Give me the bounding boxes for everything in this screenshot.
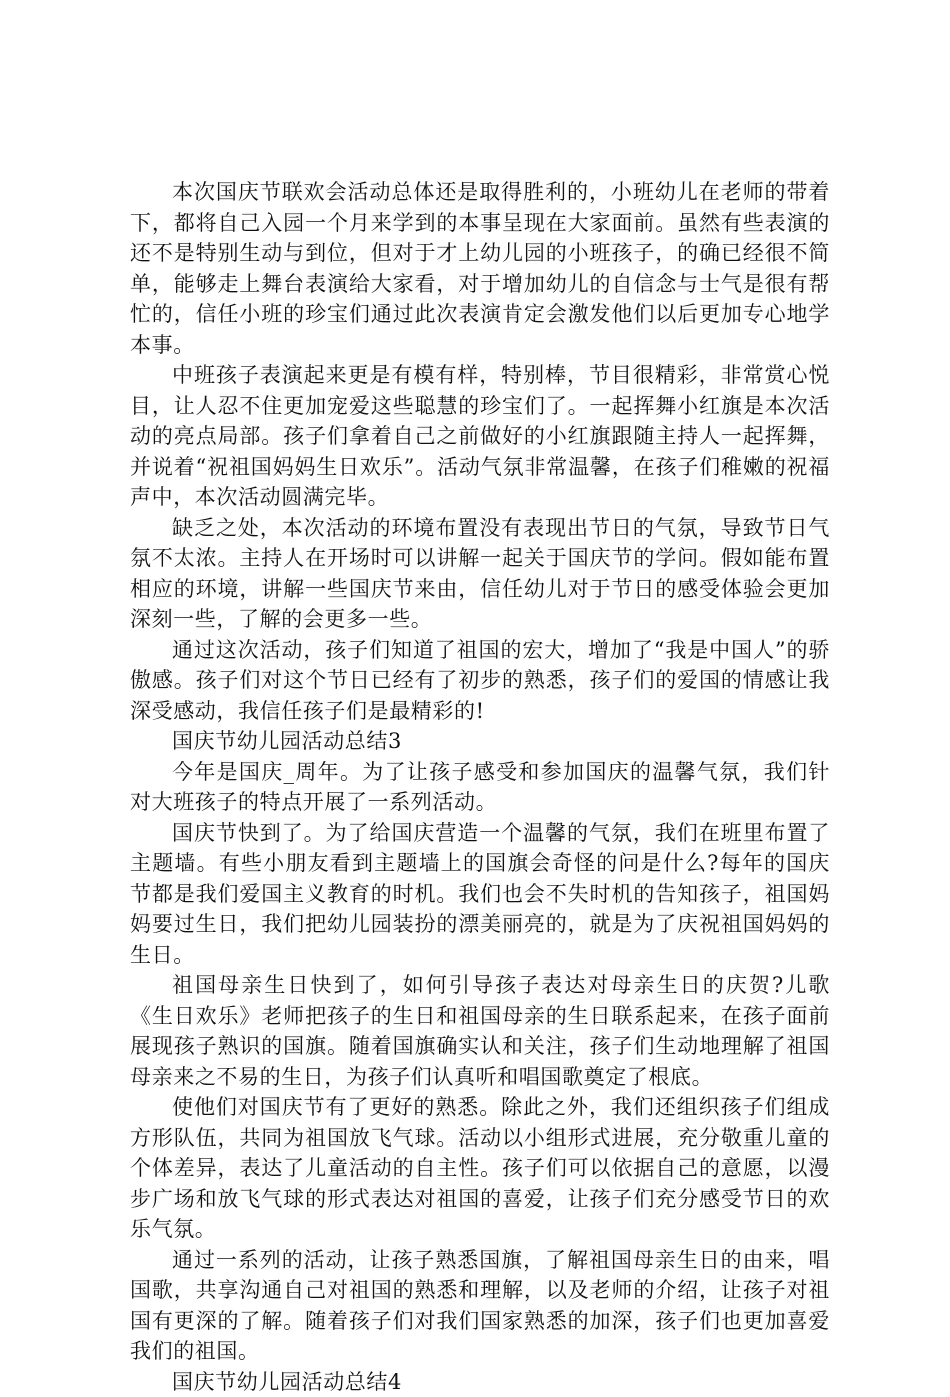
paragraph: 缺乏之处，本次活动的环境布置没有表现出节日的气氛，导致节日气氛不太浓。主持人在开场时可以讲解一起关于国庆节的学问。假如能布置相应的环境，讲解一些国庆节来由，信任幼儿对于节日的感受体验会更加深刻一些，了解的会更多一些。 [130, 513, 830, 635]
paragraph: 国庆节快到了。为了给国庆营造一个温馨的气氛，我们在班里布置了主题墙。有些小朋友看到主题墙上的国旗会奇怪的问是什么?每年的国庆节都是我们爱国主义教育的时机。我们也会不失时机的告知孩子，祖国妈妈要过生日，我们把幼儿园装扮的漂美丽亮的，就是为了庆祝祖国妈妈的生日。 [130, 818, 830, 971]
paragraph: 通过这次活动，孩子们知道了祖国的宏大，增加了“我是中国人”的骄傲感。孩子们对这个节日已经有了初步的熟悉，孩子们的爱国的情感让我深受感动，我信任孩子们是最精彩的! [130, 635, 830, 727]
paragraph: 祖国母亲生日快到了，如何引导孩子表达对母亲生日的庆贺?儿歌《生日欢乐》老师把孩子的生日和祖国母亲的生日联系起来，在孩子面前展现孩子熟识的国旗。随着国旗确实认和关注，孩子们生动地理解了祖国母亲来之不易的生日，为孩子们认真听和唱国歌奠定了根底。 [130, 970, 830, 1092]
document-body [130, 177, 830, 1397]
section-heading: 国庆节幼儿园活动总结4 [130, 1367, 830, 1397]
paragraph: 使他们对国庆节有了更好的熟悉。除此之外，我们还组织孩子们组成方形队伍，共同为祖国放飞气球。活动以小组形式进展，充分敬重儿童的个体差异，表达了儿童活动的自主性。孩子们可以依据自己的意愿，以漫步广场和放飞气球的形式表达对祖国的喜爱，让孩子们充分感受节日的欢乐气氛。 [130, 1092, 830, 1245]
section-heading: 国庆节幼儿园活动总结3 [130, 726, 830, 757]
paragraph: 中班孩子表演起来更是有模有样，特别棒，节目很精彩，非常赏心悦目，让人忍不住更加宠爱这些聪慧的珍宝们了。一起挥舞小红旗是本次活动的亮点局部。孩子们拿着自己之前做好的小红旗跟随主持人一起挥舞，并说着“祝祖国妈妈生日欢乐”。活动气氛非常温馨，在孩子们稚嫩的祝福声中，本次活动圆满完毕。 [130, 360, 830, 513]
paragraph: 本次国庆节联欢会活动总体还是取得胜利的，小班幼儿在老师的带着下，都将自己入园一个月来学到的本事呈现在大家面前。虽然有些表演的还不是特别生动与到位，但对于才上幼儿园的小班孩子，的确已经很不简单，能够走上舞台表演给大家看，对于增加幼儿的自信念与士气是很有帮忙的，信任小班的珍宝们通过此次表演肯定会激发他们以后更加专心地学本事。 [130, 177, 830, 360]
paragraph: 通过一系列的活动，让孩子熟悉国旗，了解祖国母亲生日的由来，唱国歌，共享沟通自己对祖国的熟悉和理解，以及老师的介绍，让孩子对祖国有更深的了解。随着孩子们对我们国家熟悉的加深，孩子们也更加喜爱我们的祖国。 [130, 1245, 830, 1367]
paragraph: 今年是国庆_周年。为了让孩子感受和参加国庆的温馨气氛，我们针对大班孩子的特点开展了一系列活动。 [130, 757, 830, 818]
